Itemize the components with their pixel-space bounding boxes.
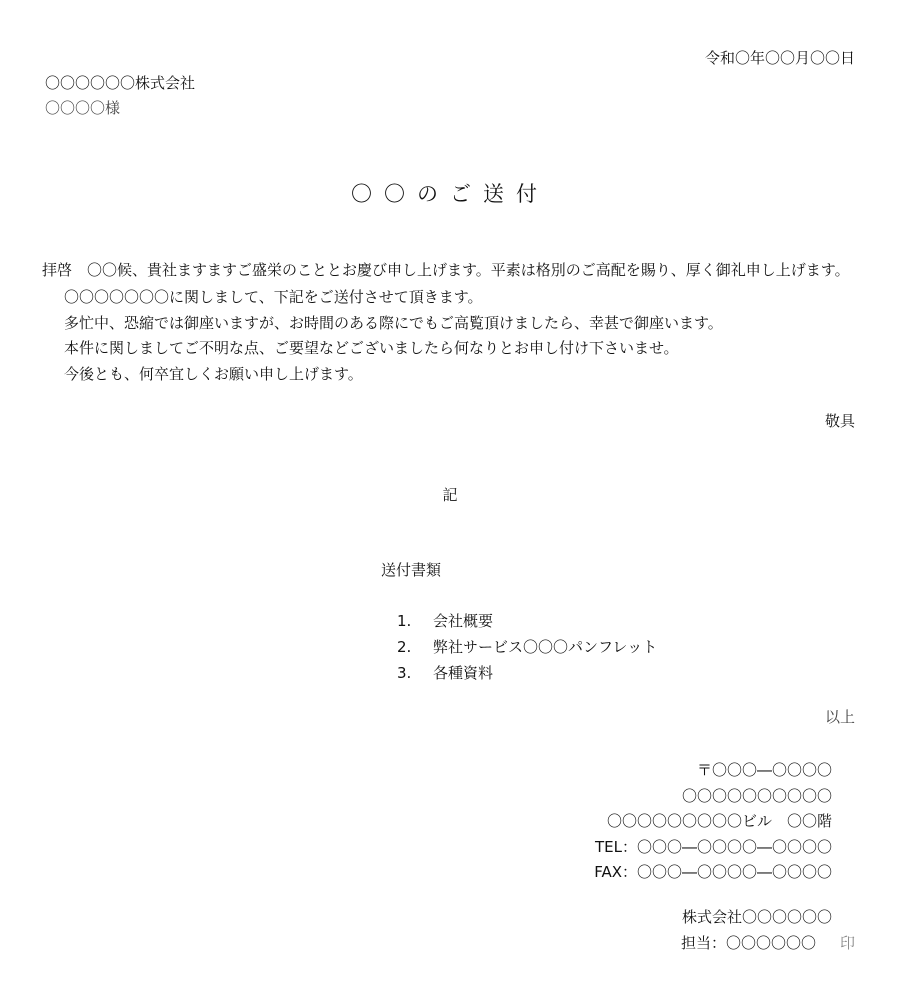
sender-contact-line bbox=[680, 931, 855, 957]
opening-greeting: 拝啓 〇〇候、貴社ますますご盛栄のこととお慶び申し上げます。平素は格別のご高配を賜り、厚く御礼申し上げます。 bbox=[42, 261, 850, 279]
enclosure-heading: 送付書類 bbox=[381, 561, 442, 579]
sender-postal-code: 〒〇〇〇―〇〇〇〇 bbox=[696, 761, 832, 779]
sender-contact: 担当：〇〇〇〇〇〇 bbox=[680, 933, 816, 952]
sender-address-line2: 〇〇〇〇〇〇〇〇〇ビル 〇〇階 bbox=[606, 812, 832, 830]
ki-heading: 記 bbox=[442, 486, 458, 504]
list-item-number: 3. bbox=[397, 664, 412, 682]
seal-mark: 印 bbox=[839, 933, 855, 952]
sender-company: 株式会社〇〇〇〇〇〇 bbox=[681, 908, 832, 926]
document-title: 〇〇のご送付 bbox=[351, 182, 549, 206]
body-line: 〇〇〇〇〇〇〇に関しまして、下記をご送付させて頂きます。 bbox=[64, 288, 483, 306]
sender-signature-block bbox=[680, 905, 855, 956]
sender-tel: TEL：〇〇〇―〇〇〇〇―〇〇〇〇 bbox=[595, 837, 832, 856]
recipient-person: 〇〇〇〇様 bbox=[45, 99, 121, 117]
closing-ijo: 以上 bbox=[824, 708, 855, 726]
list-item bbox=[397, 660, 657, 686]
list-item-label: 会社概要 bbox=[433, 612, 494, 630]
body-line: 本件に関しましてご不明な点、ご要望などございましたら何なりとお申し付け下さいませ。 bbox=[64, 339, 679, 357]
sender-address-line1: 〇〇〇〇〇〇〇〇〇〇 bbox=[681, 786, 832, 805]
enclosure-list bbox=[397, 608, 657, 686]
closing-keigu: 敬具 bbox=[824, 412, 855, 430]
letter-date: 令和〇年〇〇月〇〇日 bbox=[704, 49, 855, 67]
list-item-label: 弊社サービス〇〇〇パンフレット bbox=[433, 638, 658, 656]
list-item bbox=[397, 634, 657, 660]
list-item-number: 2. bbox=[397, 638, 412, 656]
list-item bbox=[397, 608, 657, 634]
list-item-label: 各種資料 bbox=[433, 664, 494, 682]
letter-body bbox=[42, 256, 860, 387]
recipient-company: 〇〇〇〇〇〇株式会社 bbox=[45, 74, 196, 92]
sender-fax: FAX：〇〇〇―〇〇〇〇―〇〇〇〇 bbox=[594, 863, 832, 881]
sender-address-block bbox=[594, 758, 832, 886]
body-line: 今後とも、何卒宜しくお願い申し上げます。 bbox=[64, 364, 363, 383]
list-item-number: 1. bbox=[397, 612, 412, 630]
body-line: 多忙中、恐縮では御座いますが、お時間のある際にでもご高覧頂けましたら、幸甚で御座います。 bbox=[64, 313, 723, 332]
